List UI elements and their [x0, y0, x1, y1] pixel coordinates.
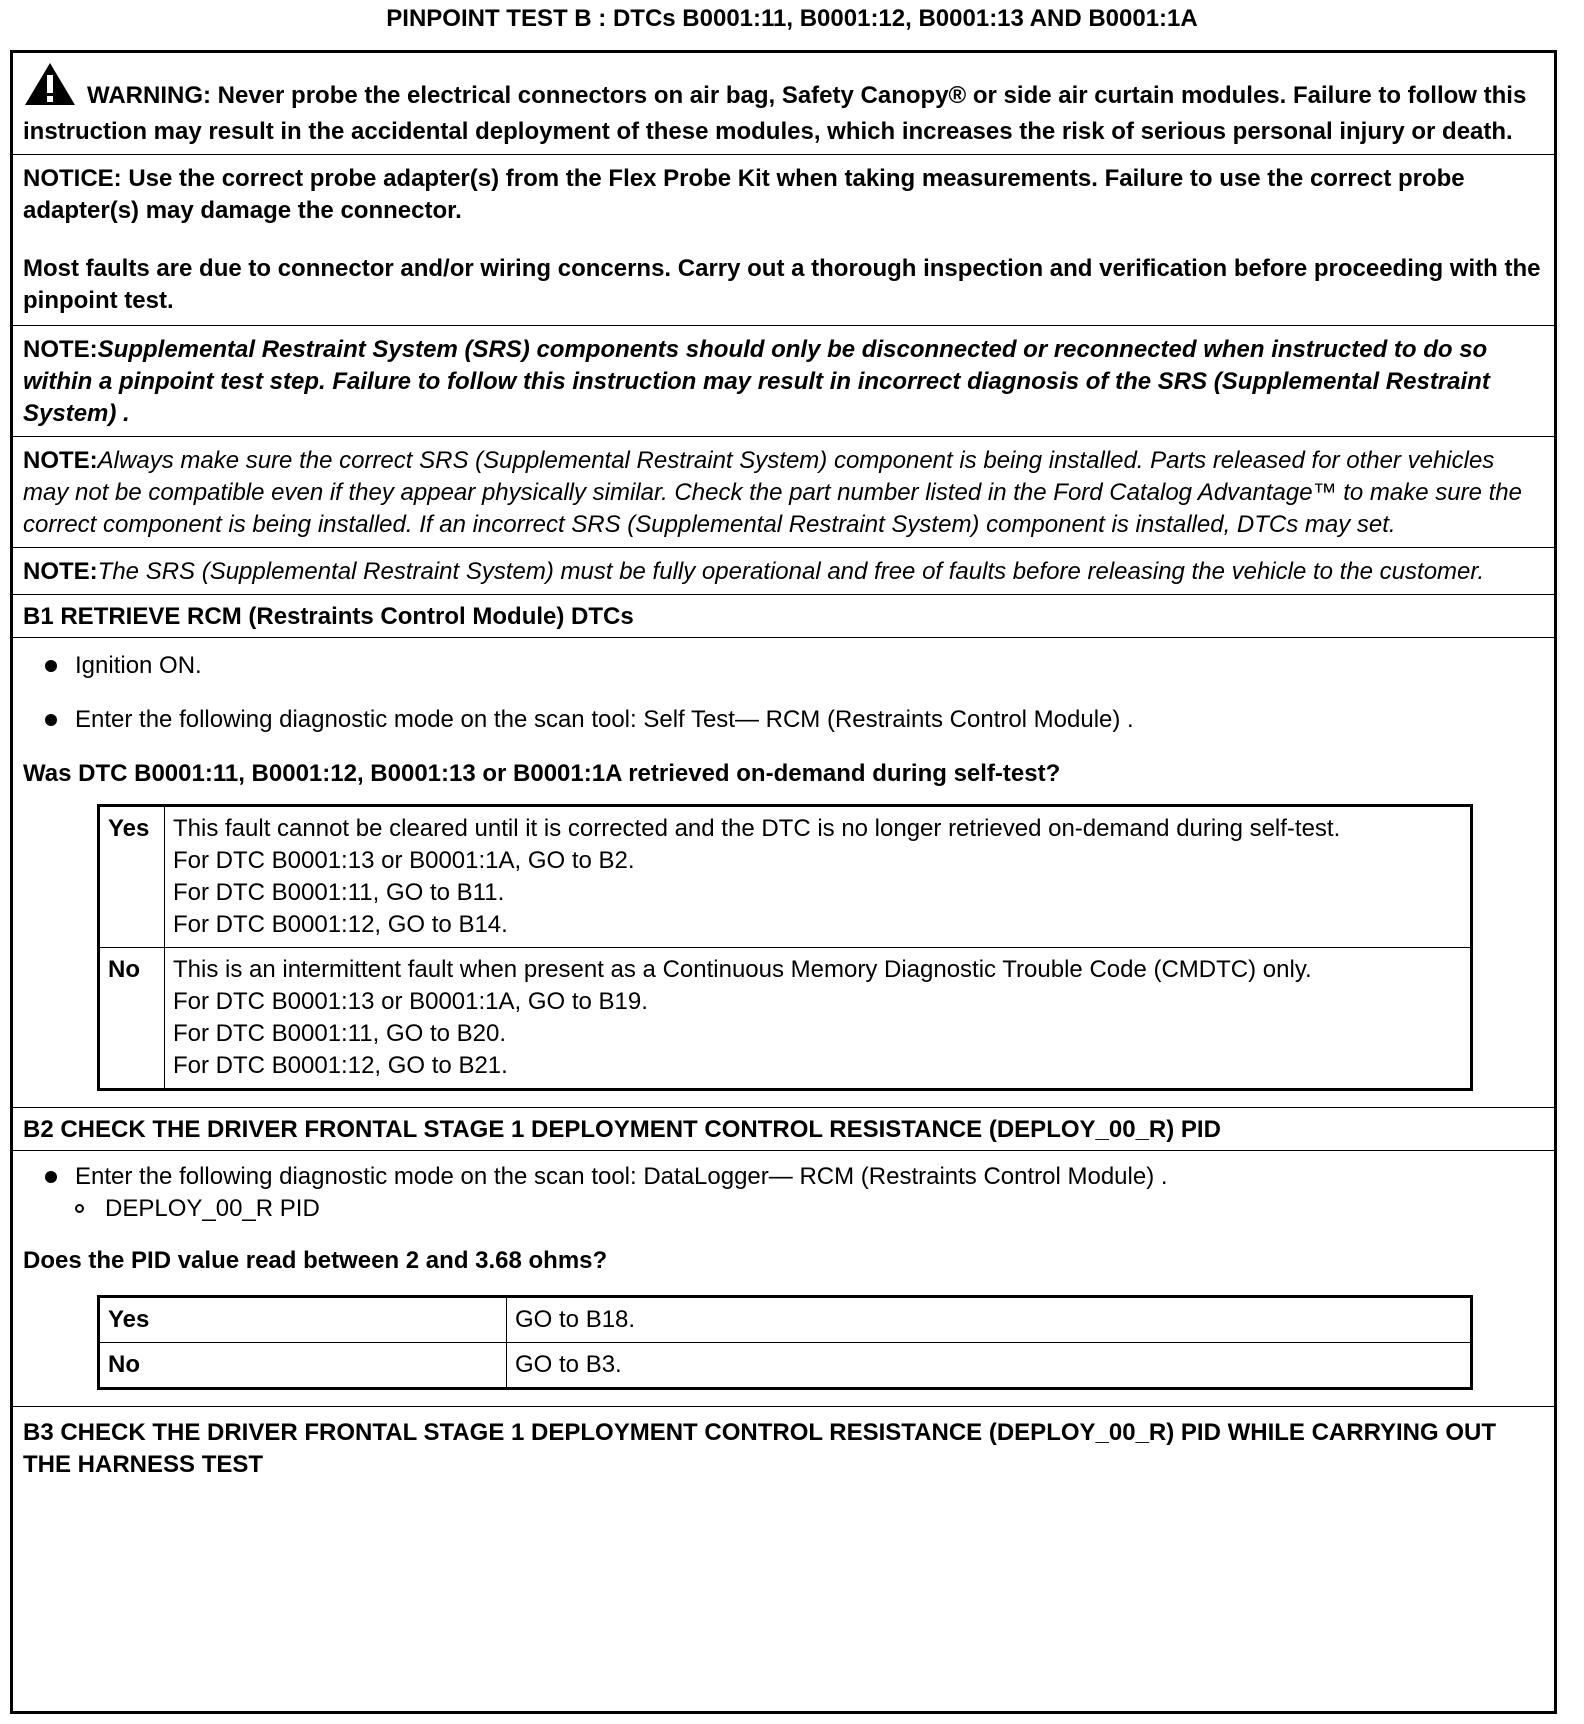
bullet-icon: [45, 1171, 57, 1183]
b1-yes-no-table: [97, 804, 1473, 1091]
yes-label: Yes: [99, 806, 165, 948]
yes-result: GO to B18.: [507, 1297, 1472, 1343]
inspection-text: Most faults are due to connector and/or wiring concerns. Carry out a thorough inspection and verification before proceeding with the pinpoint test.: [23, 255, 1541, 314]
b3-heading-section: [13, 1407, 1554, 1485]
note-label: NOTE:: [23, 447, 98, 474]
note-text: Always make sure the correct SRS (Supplemental Restraint System) component is being installed. Parts released for other vehicles may not be compatible even if they appear physically similar. Check the part number listed in the Ford Catalog Advantage™ to make sure the correct component is being installed. If an incorrect SRS (Supplemental Restraint System) component is installed, DTCs may set.: [23, 447, 1522, 538]
yes-label: Yes: [99, 1297, 507, 1343]
b1-heading: B1 RETRIEVE RCM (Restraints Control Module) DTCs: [23, 603, 634, 630]
b2-question: Does the PID value read between 2 and 3.68 ohms?: [23, 1247, 608, 1274]
warning-text: WARNING: Never probe the electrical connectors on air bag, Safety Canopy® or side air curtain modules. Failure to follow this instruction may result in the accidental deployment of these modules, which increases the risk of serious personal injury or death.: [23, 82, 1527, 145]
list-item: Ignition ON.: [45, 650, 1544, 682]
b1-heading-section: [13, 595, 1554, 638]
b3-heading: B3 CHECK THE DRIVER FRONTAL STAGE 1 DEPLOYMENT CONTROL RESISTANCE (DEPLOY_00_R) PID WHILE CARRYING OUT THE HARNESS TEST: [23, 1419, 1497, 1478]
note-label: NOTE:: [23, 336, 98, 363]
warning-triangle-icon: [23, 61, 77, 116]
notice-text: NOTICE: Use the correct probe adapter(s) from the Flex Probe Kit when taking measurements. Failure to use the correct probe adapter(s) may damage the connector.: [23, 165, 1465, 224]
table-row: [99, 806, 1472, 948]
note-label: NOTE:: [23, 558, 98, 585]
table-row: [99, 948, 1472, 1090]
b2-heading: B2 CHECK THE DRIVER FRONTAL STAGE 1 DEPLOYMENT CONTROL RESISTANCE (DEPLOY_00_R) PID: [23, 1116, 1221, 1143]
list-item: Enter the following diagnostic mode on the scan tool: DataLogger— RCM (Restraints Control Module) .: [45, 1161, 1544, 1193]
yes-result: This fault cannot be cleared until it is corrected and the DTC is no longer retrieved on-demand during self-test. For DTC B0001:13 or B0001:1A, GO to B2. For DTC B0001:11, GO to B11. For DTC B0001:12, GO to B14.: [165, 806, 1472, 948]
bullet-icon: [45, 660, 57, 672]
note-text: The SRS (Supplemental Restraint System) must be fully operational and free of faults before releasing the vehicle to the customer.: [97, 558, 1485, 585]
b1-body-section: [13, 638, 1554, 1108]
hollow-bullet-icon: [75, 1204, 84, 1213]
list-item: Enter the following diagnostic mode on the scan tool: Self Test— RCM (Restraints Control Module) .: [45, 704, 1544, 736]
b2-steps: [23, 1161, 1544, 1193]
no-label: No: [99, 1343, 507, 1389]
note-correct-component: [13, 437, 1554, 548]
no-result: GO to B3.: [507, 1343, 1472, 1389]
table-row: [99, 1297, 1472, 1343]
bullet-icon: [45, 714, 57, 726]
page-title: PINPOINT TEST B : DTCs B0001:11, B0001:12, B0001:13 AND B0001:1A: [386, 5, 1198, 32]
b2-body-section: [13, 1151, 1554, 1407]
no-result: This is an intermittent fault when present as a Continuous Memory Diagnostic Trouble Code (CMDTC) only. For DTC B0001:13 or B0001:1A, GO to B19. For DTC B0001:11, GO to B20. For DTC B0001:12, GO to B21.: [165, 948, 1472, 1090]
sub-list-item: DEPLOY_00_R PID: [75, 1193, 1544, 1225]
note-srs-disconnect: [13, 326, 1554, 437]
note-srs-operational: [13, 548, 1554, 595]
notice-section: [13, 155, 1554, 326]
b2-heading-section: [13, 1108, 1554, 1151]
note-text: Supplemental Restraint System (SRS) components should only be disconnected or reconnected when instructed to do so within a pinpoint test step. Failure to follow this instruction may result in incorrect diagnosis of the SRS (Supplemental Restraint System) .: [23, 336, 1490, 427]
b1-question: Was DTC B0001:11, B0001:12, B0001:13 or B0001:1A retrieved on-demand during self-test?: [23, 760, 1061, 787]
b2-yes-no-table: [97, 1295, 1473, 1390]
b1-steps: [23, 650, 1544, 736]
table-row: [99, 1343, 1472, 1389]
no-label: No: [99, 948, 165, 1090]
pinpoint-test-frame: [10, 50, 1557, 1714]
warning-section: [13, 53, 1554, 155]
